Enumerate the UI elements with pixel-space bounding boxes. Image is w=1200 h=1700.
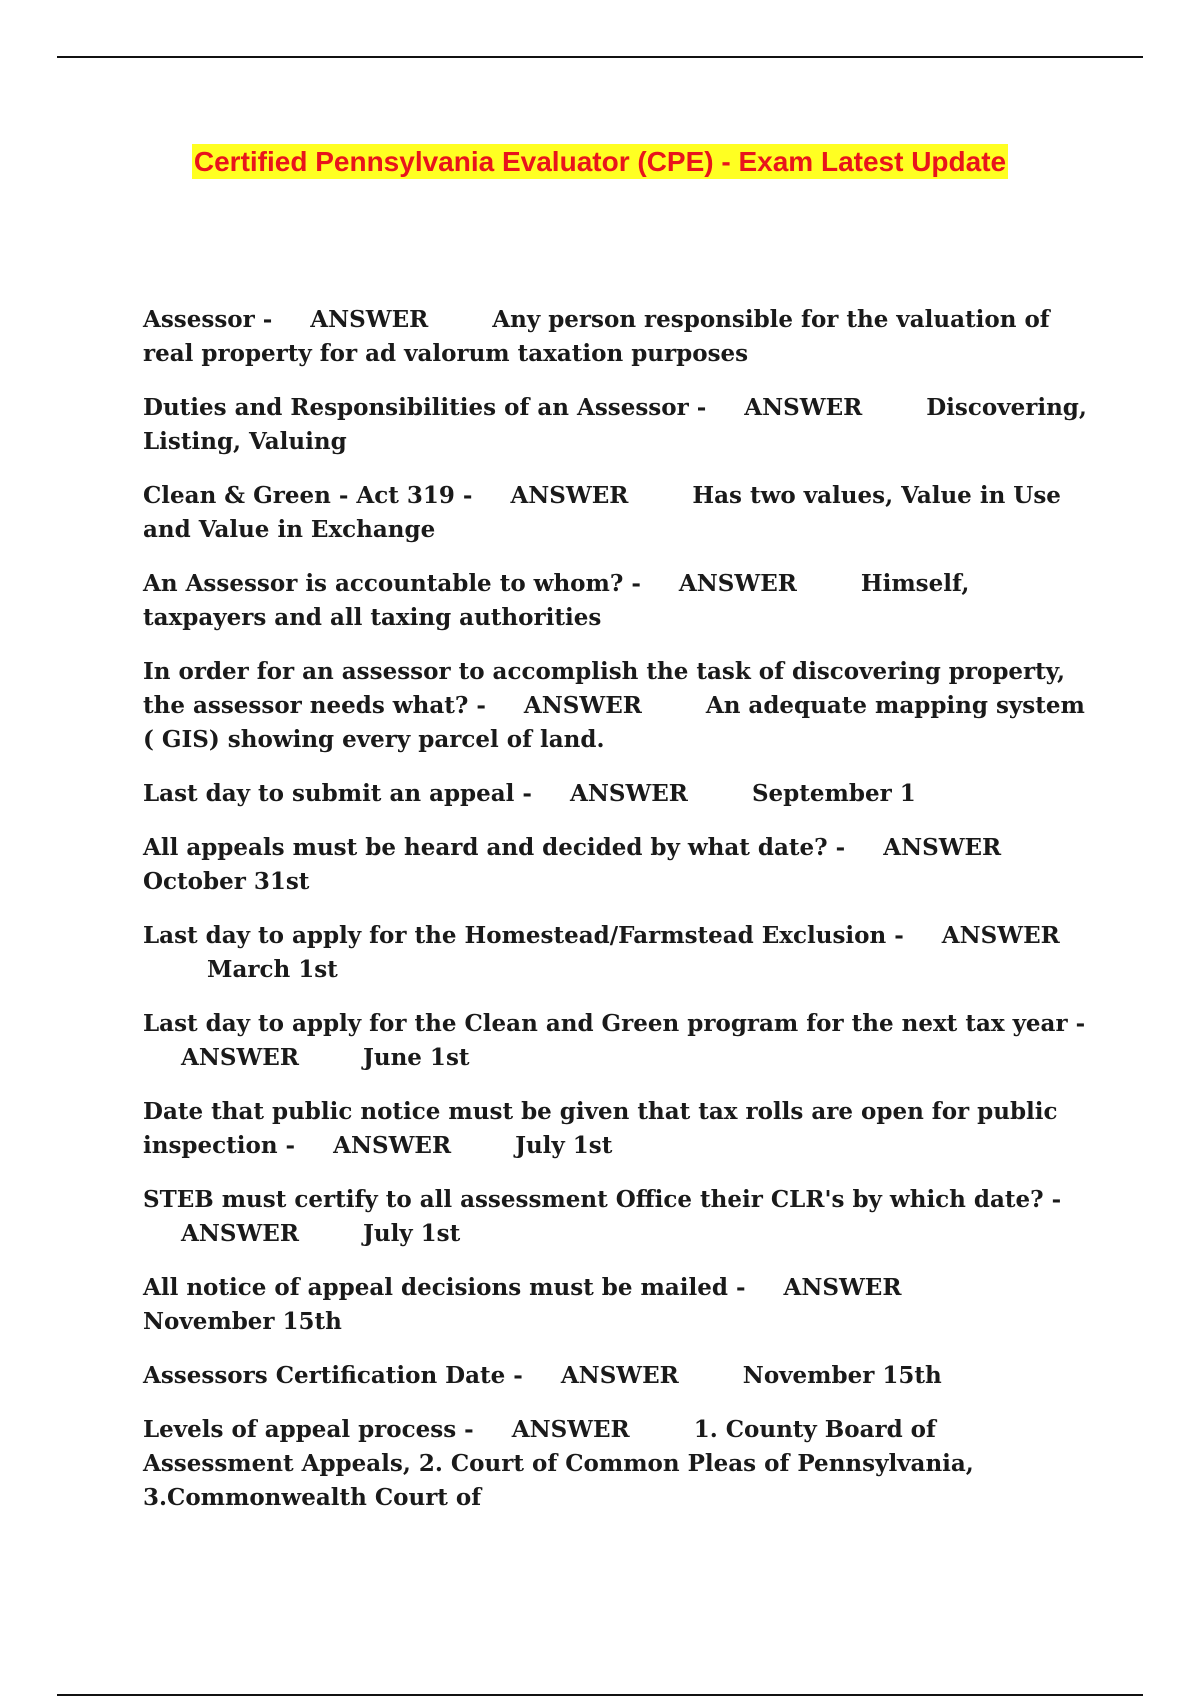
question: All appeals must be heard and decided by what date? - [143, 834, 846, 861]
answer: March 1st [207, 956, 338, 983]
answer: 1. County Board of Assessment Appeals, 2. Court of Common Pleas of Pennsylvania, 3.Commonwealth Court of [143, 1416, 974, 1511]
qa-item [143, 655, 1093, 757]
qa-item [143, 1095, 1093, 1163]
question: Assessor - [143, 306, 273, 333]
top-rule [57, 56, 1143, 58]
qa-item [143, 1413, 1093, 1515]
question: Assessors Certification Date - [143, 1362, 523, 1389]
qa-item [143, 1183, 1093, 1251]
question: An Assessor is accountable to whom? - [143, 570, 641, 597]
answer: September 1 [751, 780, 916, 807]
answer-label: ANSWER [510, 482, 629, 509]
answer-label: ANSWER [181, 1044, 299, 1071]
question: Last day to apply for the Homestead/Farmstead Exclusion - [143, 922, 904, 949]
title-block [170, 140, 1030, 188]
qa-item [143, 777, 1093, 811]
answer-label: ANSWER [511, 1416, 630, 1443]
answer: Any person responsible for the valuation of real property for ad valorum taxation purposes [143, 306, 1050, 367]
answer: Discovering, Listing, Valuing [143, 394, 1087, 455]
answer-label: ANSWER [941, 922, 1060, 949]
answer: Himself, taxpayers and all taxing authorities [143, 570, 970, 631]
answer-label: ANSWER [560, 1362, 679, 1389]
answer: November 15th [143, 1308, 342, 1335]
answer-label: ANSWER [569, 780, 688, 807]
answer: June 1st [362, 1044, 470, 1071]
qa-item [143, 1271, 1093, 1339]
answer: October 31st [143, 868, 310, 895]
qa-item [143, 479, 1093, 547]
answer-label: ANSWER [744, 394, 863, 421]
bottom-rule [57, 1694, 1143, 1696]
question: In order for an assessor to accomplish the task of discovering property, the assessor needs what? - [143, 658, 1065, 719]
qa-item [143, 1007, 1093, 1075]
question: Levels of appeal process - [143, 1416, 474, 1443]
qa-list [143, 303, 1093, 1535]
page-title: Certified Pennsylvania Evaluator (CPE) - Exam Latest Update [193, 146, 1007, 177]
answer-label: ANSWER [523, 692, 642, 719]
qa-item [143, 831, 1093, 899]
question: Last day to submit an appeal - [143, 780, 532, 807]
qa-item [143, 303, 1093, 371]
answer: July 1st [362, 1220, 461, 1247]
answer-label: ANSWER [883, 834, 1002, 861]
question: Duties and Responsibilities of an Assessor - [143, 394, 707, 421]
qa-item [143, 391, 1093, 459]
answer: July 1st [515, 1132, 613, 1159]
answer-label: ANSWER [783, 1274, 902, 1301]
answer: Has two values, Value in Use and Value in Exchange [143, 482, 1061, 543]
answer-label: ANSWER [181, 1220, 299, 1247]
answer-label: ANSWER [333, 1132, 452, 1159]
answer-label: ANSWER [310, 306, 429, 333]
question: Date that public notice must be given that tax rolls are open for public inspection - [143, 1098, 1058, 1159]
answer: November 15th [742, 1362, 942, 1389]
qa-item [143, 567, 1093, 635]
answer-label: ANSWER [678, 570, 797, 597]
question: Last day to apply for the Clean and Green program for the next tax year - [143, 1010, 1086, 1037]
qa-item [143, 919, 1093, 987]
question: Clean & Green - Act 319 - [143, 482, 473, 509]
question: STEB must certify to all assessment Office their CLR's by which date? - [143, 1186, 1062, 1213]
answer: An adequate mapping system ( GIS) showing every parcel of land. [143, 692, 1085, 753]
qa-item [143, 1359, 1093, 1393]
question: All notice of appeal decisions must be mailed - [143, 1274, 746, 1301]
